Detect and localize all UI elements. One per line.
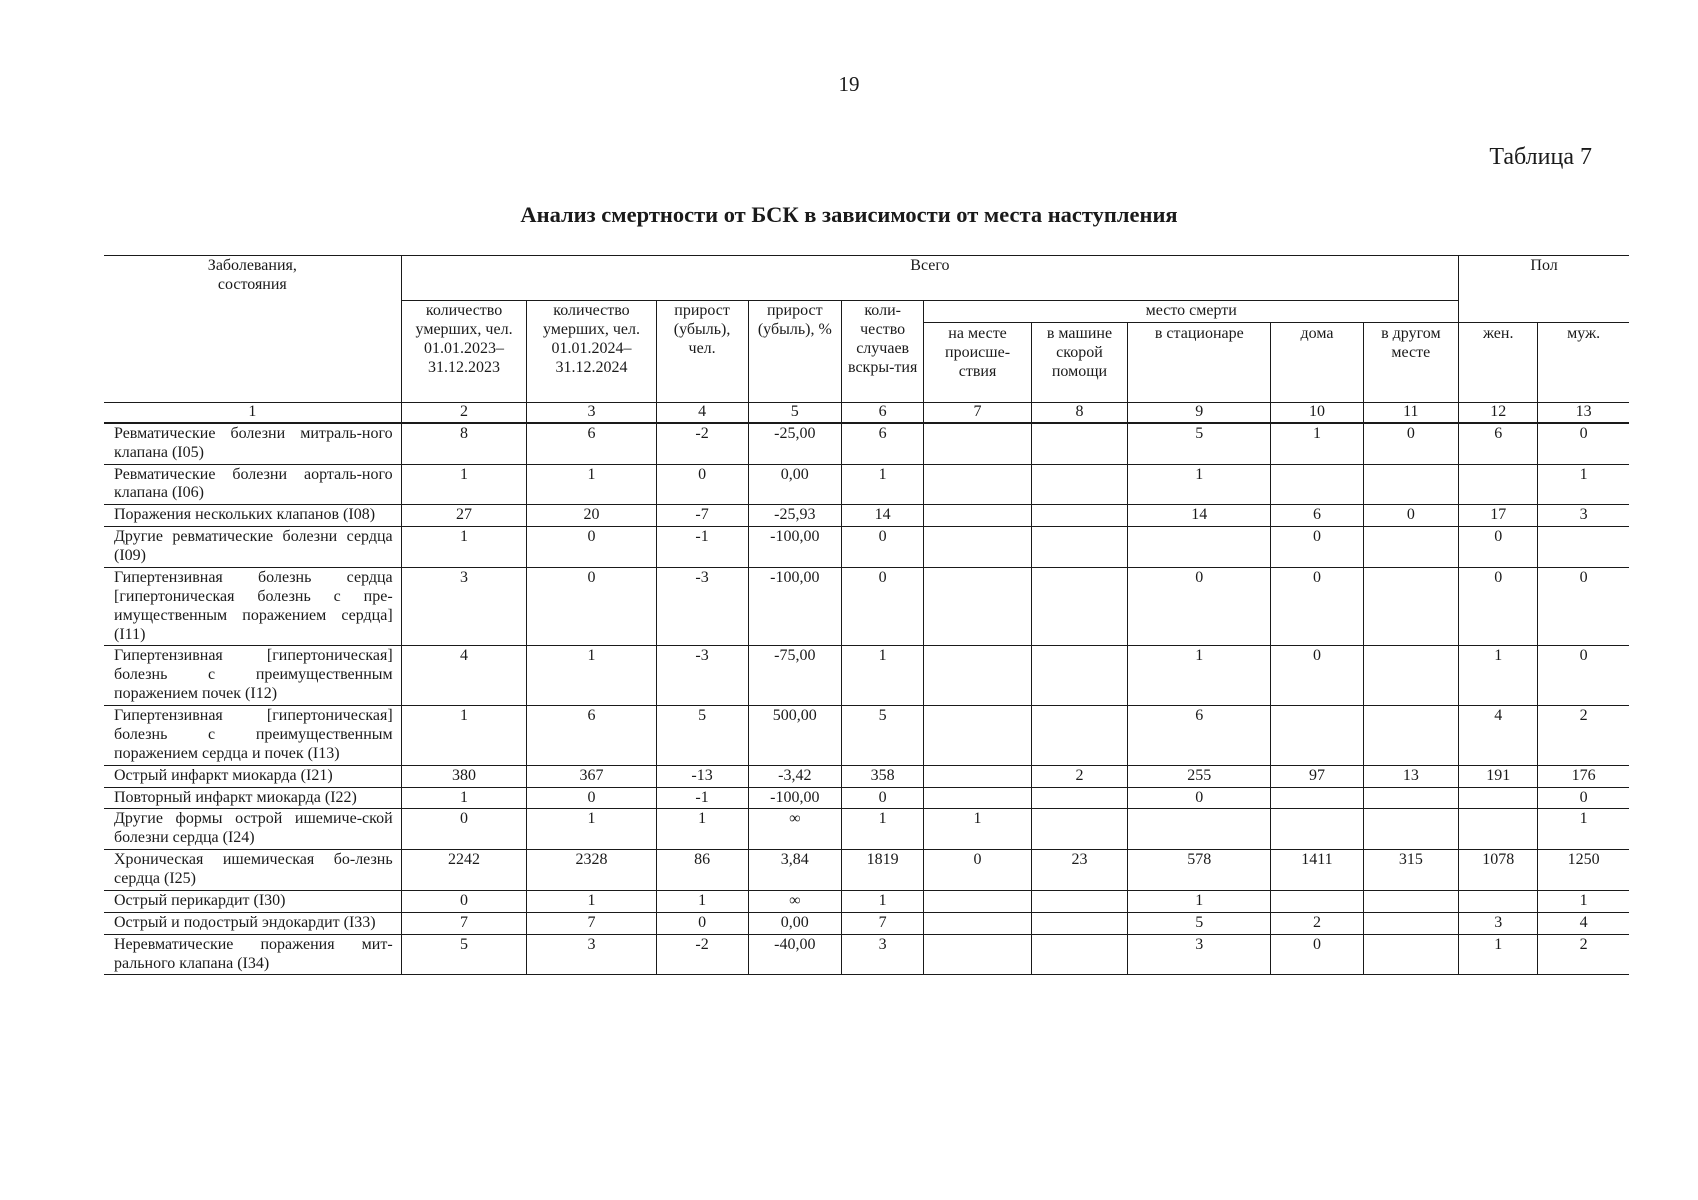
row-cell-c4: 0	[656, 464, 748, 505]
table-row	[104, 423, 1629, 464]
row-cell-c7	[924, 527, 1031, 568]
header-male: муж.	[1538, 322, 1629, 402]
table-label: Таблица 7	[1489, 144, 1592, 170]
table-row	[104, 706, 1629, 766]
row-cell-c2: 380	[401, 765, 527, 787]
row-cell-c13: 1	[1538, 464, 1629, 505]
row-cell-c8	[1031, 567, 1128, 646]
row-cell-c11	[1363, 934, 1459, 975]
mortality-table	[104, 255, 1629, 975]
row-cell-c11: 13	[1363, 765, 1459, 787]
row-cell-c10: 0	[1271, 527, 1363, 568]
row-cell-c13	[1538, 527, 1629, 568]
table-row	[104, 912, 1629, 934]
row-cell-c5: -75,00	[748, 646, 841, 706]
row-cell-c5: -25,00	[748, 423, 841, 464]
row-cell-c4: -2	[656, 934, 748, 975]
row-cell-c12: 1078	[1459, 850, 1538, 891]
row-cell-c10	[1271, 464, 1363, 505]
row-cell-c8	[1031, 423, 1128, 464]
row-disease-name: Острый перикардит (I30)	[104, 890, 401, 912]
row-cell-c7	[924, 464, 1031, 505]
row-cell-c11	[1363, 527, 1459, 568]
row-cell-c7	[924, 505, 1031, 527]
row-cell-c9	[1128, 809, 1271, 850]
row-cell-c5: -3,42	[748, 765, 841, 787]
row-cell-c3: 0	[527, 567, 656, 646]
row-cell-c10: 0	[1271, 646, 1363, 706]
row-cell-c7	[924, 890, 1031, 912]
row-cell-c3: 2328	[527, 850, 656, 891]
header-sex: Пол	[1459, 256, 1629, 323]
header-deaths-2023: количество умерших, чел. 01.01.2023– 31.12.2023	[401, 301, 527, 403]
row-cell-c5: 500,00	[748, 706, 841, 766]
row-cell-c3: 6	[527, 706, 656, 766]
row-cell-c10: 2	[1271, 912, 1363, 934]
row-cell-c7	[924, 567, 1031, 646]
row-cell-c13: 3	[1538, 505, 1629, 527]
row-cell-c13: 176	[1538, 765, 1629, 787]
header-growth-pct: прирост (убыль), %	[748, 301, 841, 403]
row-cell-c6: 0	[841, 787, 923, 809]
row-cell-c13: 0	[1538, 787, 1629, 809]
row-disease-name: Ревматические болезни митраль-ного клапана (I05)	[104, 423, 401, 464]
row-cell-c5: -40,00	[748, 934, 841, 975]
table-row	[104, 787, 1629, 809]
row-cell-c7	[924, 646, 1031, 706]
row-cell-c5: -100,00	[748, 527, 841, 568]
row-cell-c3: 0	[527, 787, 656, 809]
row-cell-c6: 1819	[841, 850, 923, 891]
row-cell-c13: 2	[1538, 934, 1629, 975]
row-cell-c3: 20	[527, 505, 656, 527]
row-cell-c13: 0	[1538, 423, 1629, 464]
row-cell-c4: -3	[656, 567, 748, 646]
row-disease-name: Гипертензивная [гипертоническая] болезнь с преимущественным поражением почек (I12)	[104, 646, 401, 706]
row-cell-c9: 1	[1128, 646, 1271, 706]
row-cell-c5: 0,00	[748, 464, 841, 505]
row-cell-c13: 4	[1538, 912, 1629, 934]
row-cell-c11	[1363, 912, 1459, 934]
row-cell-c2: 0	[401, 890, 527, 912]
row-cell-c3: 1	[527, 464, 656, 505]
table-body	[104, 423, 1629, 975]
row-cell-c4: -3	[656, 646, 748, 706]
column-number: 1	[104, 402, 401, 422]
row-cell-c2: 4	[401, 646, 527, 706]
header-autopsies: коли-чество случаев вскры-тия	[841, 301, 923, 403]
row-cell-c9: 3	[1128, 934, 1271, 975]
row-cell-c10: 0	[1271, 567, 1363, 646]
row-cell-c6: 0	[841, 527, 923, 568]
row-cell-c5: ∞	[748, 890, 841, 912]
row-cell-c2: 2242	[401, 850, 527, 891]
row-cell-c4: 5	[656, 706, 748, 766]
row-cell-c5: 0,00	[748, 912, 841, 934]
header-other-place: в другом месте	[1363, 322, 1459, 402]
row-cell-c12: 17	[1459, 505, 1538, 527]
row-disease-name: Поражения нескольких клапанов (I08)	[104, 505, 401, 527]
row-cell-c13: 0	[1538, 567, 1629, 646]
row-cell-c2: 5	[401, 934, 527, 975]
row-cell-c10	[1271, 706, 1363, 766]
row-cell-c6: 7	[841, 912, 923, 934]
header-total: Всего	[401, 256, 1458, 301]
row-cell-c11: 0	[1363, 423, 1459, 464]
row-cell-c3: 1	[527, 646, 656, 706]
row-cell-c8	[1031, 646, 1128, 706]
row-cell-c12: 0	[1459, 527, 1538, 568]
row-cell-c11	[1363, 787, 1459, 809]
row-cell-c4: -7	[656, 505, 748, 527]
row-cell-c11	[1363, 464, 1459, 505]
row-cell-c12: 1	[1459, 934, 1538, 975]
column-number: 5	[748, 402, 841, 422]
column-number: 10	[1271, 402, 1363, 422]
row-cell-c12: 3	[1459, 912, 1538, 934]
row-cell-c2: 3	[401, 567, 527, 646]
row-cell-c4: 1	[656, 890, 748, 912]
row-cell-c8: 2	[1031, 765, 1128, 787]
row-cell-c9: 255	[1128, 765, 1271, 787]
table-row	[104, 527, 1629, 568]
header-deaths-2024: количество умерших, чел. 01.01.2024– 31.12.2024	[527, 301, 656, 403]
row-disease-name: Повторный инфаркт миокарда (I22)	[104, 787, 401, 809]
header-hospital: в стационаре	[1128, 322, 1271, 402]
column-number: 7	[924, 402, 1031, 422]
row-cell-c10: 1411	[1271, 850, 1363, 891]
header-disease: Заболевания, состояния	[104, 256, 401, 403]
row-cell-c11: 0	[1363, 505, 1459, 527]
row-cell-c9: 578	[1128, 850, 1271, 891]
row-cell-c3: 0	[527, 527, 656, 568]
row-cell-c11	[1363, 567, 1459, 646]
row-cell-c12: 191	[1459, 765, 1538, 787]
row-cell-c12: 6	[1459, 423, 1538, 464]
row-cell-c11	[1363, 809, 1459, 850]
row-cell-c8	[1031, 505, 1128, 527]
row-cell-c11	[1363, 646, 1459, 706]
row-cell-c13: 1	[1538, 890, 1629, 912]
row-cell-c9: 5	[1128, 423, 1271, 464]
row-cell-c9: 6	[1128, 706, 1271, 766]
row-cell-c5: ∞	[748, 809, 841, 850]
row-cell-c7	[924, 765, 1031, 787]
row-cell-c10	[1271, 809, 1363, 850]
row-cell-c9: 0	[1128, 787, 1271, 809]
row-cell-c3: 1	[527, 809, 656, 850]
header-female: жен.	[1459, 322, 1538, 402]
column-number: 8	[1031, 402, 1128, 422]
row-cell-c12	[1459, 787, 1538, 809]
row-cell-c8	[1031, 787, 1128, 809]
row-cell-c2: 7	[401, 912, 527, 934]
row-cell-c6: 6	[841, 423, 923, 464]
header-growth-abs: прирост (убыль), чел.	[656, 301, 748, 403]
row-cell-c6: 3	[841, 934, 923, 975]
row-cell-c12: 4	[1459, 706, 1538, 766]
row-cell-c9: 1	[1128, 464, 1271, 505]
row-cell-c12: 0	[1459, 567, 1538, 646]
row-cell-c5: -25,93	[748, 505, 841, 527]
table-row	[104, 934, 1629, 975]
row-cell-c10	[1271, 890, 1363, 912]
row-disease-name: Неревматические поражения мит-рального клапана (I34)	[104, 934, 401, 975]
table-row	[104, 464, 1629, 505]
row-cell-c7: 0	[924, 850, 1031, 891]
column-number: 3	[527, 402, 656, 422]
row-cell-c6: 0	[841, 567, 923, 646]
column-number: 13	[1538, 402, 1629, 422]
row-cell-c2: 27	[401, 505, 527, 527]
table-title: Анализ смертности от БСК в зависимости от места наступления	[520, 202, 1178, 227]
row-disease-name: Ревматические болезни аорталь-ного клапана (I06)	[104, 464, 401, 505]
row-cell-c3: 367	[527, 765, 656, 787]
column-number: 2	[401, 402, 527, 422]
row-cell-c10: 0	[1271, 934, 1363, 975]
row-cell-c8	[1031, 890, 1128, 912]
row-cell-c3: 3	[527, 934, 656, 975]
row-cell-c13: 1	[1538, 809, 1629, 850]
row-cell-c4: -1	[656, 787, 748, 809]
row-cell-c11: 315	[1363, 850, 1459, 891]
row-disease-name: Гипертензивная [гипертоническая] болезнь с преимущественным поражением сердца и почек (I13)	[104, 706, 401, 766]
row-cell-c10: 97	[1271, 765, 1363, 787]
row-cell-c12	[1459, 890, 1538, 912]
row-disease-name: Другие формы острой ишемиче-ской болезни сердца (I24)	[104, 809, 401, 850]
row-cell-c2: 1	[401, 787, 527, 809]
row-cell-c2: 0	[401, 809, 527, 850]
row-cell-c3: 6	[527, 423, 656, 464]
table-row	[104, 809, 1629, 850]
row-cell-c13: 2	[1538, 706, 1629, 766]
row-cell-c8	[1031, 527, 1128, 568]
row-cell-c4: 86	[656, 850, 748, 891]
page-number: 19	[838, 72, 860, 96]
row-cell-c7	[924, 706, 1031, 766]
row-cell-c7	[924, 423, 1031, 464]
row-cell-c8	[1031, 809, 1128, 850]
row-cell-c8	[1031, 912, 1128, 934]
row-cell-c6: 1	[841, 890, 923, 912]
row-cell-c6: 14	[841, 505, 923, 527]
row-cell-c9: 14	[1128, 505, 1271, 527]
row-cell-c4: 1	[656, 809, 748, 850]
row-cell-c2: 1	[401, 464, 527, 505]
row-cell-c7	[924, 934, 1031, 975]
header-ambulance: в машине скорой помощи	[1031, 322, 1128, 402]
table-row	[104, 850, 1629, 891]
row-cell-c11	[1363, 890, 1459, 912]
column-number-row	[104, 402, 1629, 422]
row-disease-name: Другие ревматические болезни сердца (I09)	[104, 527, 401, 568]
column-number: 12	[1459, 402, 1538, 422]
row-cell-c6: 1	[841, 646, 923, 706]
column-number: 6	[841, 402, 923, 422]
row-cell-c4: -13	[656, 765, 748, 787]
row-cell-c9	[1128, 527, 1271, 568]
row-cell-c6: 358	[841, 765, 923, 787]
row-cell-c4: -2	[656, 423, 748, 464]
row-cell-c8	[1031, 706, 1128, 766]
row-cell-c11	[1363, 706, 1459, 766]
row-cell-c9: 5	[1128, 912, 1271, 934]
row-disease-name: Острый и подострый эндокардит (I33)	[104, 912, 401, 934]
row-cell-c4: 0	[656, 912, 748, 934]
row-cell-c12: 1	[1459, 646, 1538, 706]
row-cell-c13: 0	[1538, 646, 1629, 706]
row-cell-c6: 1	[841, 464, 923, 505]
table-row	[104, 890, 1629, 912]
row-cell-c4: -1	[656, 527, 748, 568]
row-cell-c9: 0	[1128, 567, 1271, 646]
row-cell-c8	[1031, 464, 1128, 505]
row-cell-c10: 1	[1271, 423, 1363, 464]
table-row	[104, 567, 1629, 646]
header-at-scene: на месте происше-ствия	[924, 322, 1031, 402]
row-cell-c2: 1	[401, 527, 527, 568]
column-number: 11	[1363, 402, 1459, 422]
row-cell-c2: 1	[401, 706, 527, 766]
row-disease-name: Острый инфаркт миокарда (I21)	[104, 765, 401, 787]
row-disease-name: Хроническая ишемическая бо-лезнь сердца (I25)	[104, 850, 401, 891]
row-cell-c12	[1459, 809, 1538, 850]
header-home: дома	[1271, 322, 1363, 402]
row-disease-name: Гипертензивная болезнь сердца [гипертоническая болезнь с пре-имущественным поражением сердца] (I11)	[104, 567, 401, 646]
row-cell-c2: 8	[401, 423, 527, 464]
row-cell-c5: -100,00	[748, 567, 841, 646]
column-number: 4	[656, 402, 748, 422]
row-cell-c6: 1	[841, 809, 923, 850]
row-cell-c10: 6	[1271, 505, 1363, 527]
table-row	[104, 646, 1629, 706]
row-cell-c13: 1250	[1538, 850, 1629, 891]
table-row	[104, 765, 1629, 787]
row-cell-c9: 1	[1128, 890, 1271, 912]
row-cell-c7	[924, 912, 1031, 934]
row-cell-c5: -100,00	[748, 787, 841, 809]
column-number: 9	[1128, 402, 1271, 422]
row-cell-c8	[1031, 934, 1128, 975]
table-row	[104, 505, 1629, 527]
row-cell-c3: 1	[527, 890, 656, 912]
row-cell-c8: 23	[1031, 850, 1128, 891]
row-cell-c7: 1	[924, 809, 1031, 850]
row-cell-c10	[1271, 787, 1363, 809]
row-cell-c7	[924, 787, 1031, 809]
row-cell-c6: 5	[841, 706, 923, 766]
row-cell-c5: 3,84	[748, 850, 841, 891]
header-place-of-death: место смерти	[924, 301, 1459, 323]
row-cell-c3: 7	[527, 912, 656, 934]
row-cell-c12	[1459, 464, 1538, 505]
